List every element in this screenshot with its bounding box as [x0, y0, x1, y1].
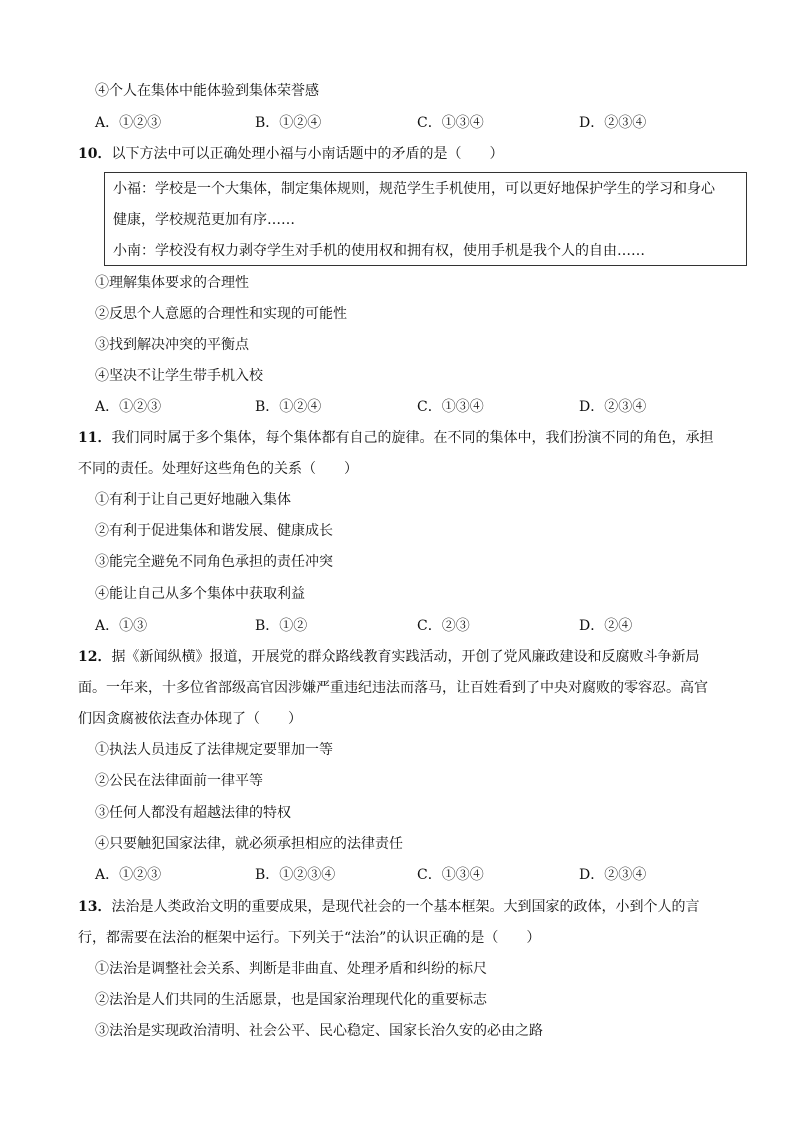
q10-choices [95, 398, 715, 416]
q11-stem [78, 429, 713, 447]
q12-choice-a: A．①②③ [95, 867, 162, 883]
q13-number: 13． [78, 899, 112, 915]
q11-choice-a: A．①③ [95, 618, 148, 634]
q10-option-2: ②反思个人意愿的合理性和实现的可能性 [95, 306, 347, 322]
q12-text-line-3: 们因贪腐被依法查办体现了（ ） [78, 711, 302, 727]
q11-choices [95, 617, 715, 635]
q11-text-line-2: 不同的责任。处理好这些角色的关系（ ） [78, 461, 358, 477]
q9-choices [95, 114, 715, 132]
q10-choice-b: B．①②④ [255, 399, 322, 415]
q10-choice-a: A．①②③ [95, 399, 162, 415]
q10-choice-d: D．②③④ [579, 399, 647, 415]
q10-dialog-line-2: 健康，学校规范更加有序…… [113, 212, 295, 228]
q11-text-line-1: 我们同时属于多个集体，每个集体都有自己的旋律。在不同的集体中，我们扮演不同的角色，承担 [111, 430, 714, 446]
q12-number: 12． [78, 649, 112, 665]
q11-choice-b: B．①② [255, 618, 308, 634]
q11-choice-c: C．②③ [417, 618, 470, 634]
q10-choice-c: C．①③④ [417, 399, 484, 415]
q11-option-1: ①有利于让自己更好地融入集体 [95, 492, 291, 508]
q12-option-4: ④只要触犯国家法律，就必须承担相应的法律责任 [95, 836, 403, 852]
q11-option-4: ④能让自己从多个集体中获取利益 [95, 586, 305, 602]
q12-stem [78, 648, 699, 666]
q11-option-3: ③能完全避免不同角色承担的责任冲突 [95, 554, 333, 570]
q10-option-4: ④坚决不让学生带手机入校 [95, 368, 263, 384]
q11-number: 11． [78, 430, 112, 446]
q10-dialog-line-3: 小南：学校没有权力剥夺学生对手机的使用权和拥有权，使用手机是我个人的自由…… [113, 243, 645, 259]
q13-option-3: ③法治是实现政治清明、社会公平、民心稳定、国家长治久安的必由之路 [95, 1023, 543, 1039]
q12-text-line-2: 面。一年来，十多位省部级高官因涉嫌严重违纪违法而落马，让百姓看到了中央对腐败的零容忍。高官 [78, 680, 708, 696]
q12-choice-d: D．②③④ [579, 867, 647, 883]
q10-option-3: ③找到解决冲突的平衡点 [95, 337, 249, 353]
q10-dialog-box [104, 172, 747, 266]
q10-text: 以下方法中可以正确处理小福与小南话题中的矛盾的是（ ） [111, 146, 504, 162]
q13-option-1: ①法治是调整社会关系、判断是非曲直、处理矛盾和纠纷的标尺 [95, 961, 487, 977]
q10-stem [78, 145, 503, 163]
q13-stem [78, 898, 699, 916]
q12-text-line-1: 据《新闻纵横》报道，开展党的群众路线教育实践活动，开创了党风廉政建设和反腐败斗争新局 [111, 649, 700, 665]
q11-option-2: ②有利于促进集体和谐发展、健康成长 [95, 523, 333, 539]
q12-choice-b: B．①②③④ [255, 867, 336, 883]
q9-choice-a: A．①②③ [95, 115, 162, 131]
q13-text-line-1: 法治是人类政治文明的重要成果，是现代社会的一个基本框架。大到国家的政体，小到个人的言 [111, 899, 700, 915]
q13-option-2: ②法治是人们共同的生活愿景，也是国家治理现代化的重要标志 [95, 992, 487, 1008]
q9-option-4: ④个人在集体中能体验到集体荣誉感 [95, 83, 319, 99]
q12-option-1: ①执法人员违反了法律规定要罪加一等 [95, 742, 333, 758]
q12-option-3: ③任何人都没有超越法律的特权 [95, 805, 291, 821]
q12-choice-c: C．①③④ [417, 867, 484, 883]
q9-choice-c: C．①③④ [417, 115, 484, 131]
q9-choice-d: D．②③④ [579, 115, 647, 131]
q10-dialog-line-1: 小福：学校是一个大集体，制定集体规则，规范学生手机使用，可以更好地保护学生的学习和身心 [113, 181, 715, 197]
q11-choice-d: D．②④ [579, 618, 633, 634]
q10-number: 10． [78, 146, 112, 162]
q12-choices [95, 866, 715, 884]
q12-option-2: ②公民在法律面前一律平等 [95, 773, 263, 789]
q9-choice-b: B．①②④ [255, 115, 322, 131]
q13-text-line-2: 行，都需要在法治的框架中运行。下列关于“法治”的认识正确的是（ ） [78, 930, 541, 946]
q10-option-1: ①理解集体要求的合理性 [95, 275, 249, 291]
